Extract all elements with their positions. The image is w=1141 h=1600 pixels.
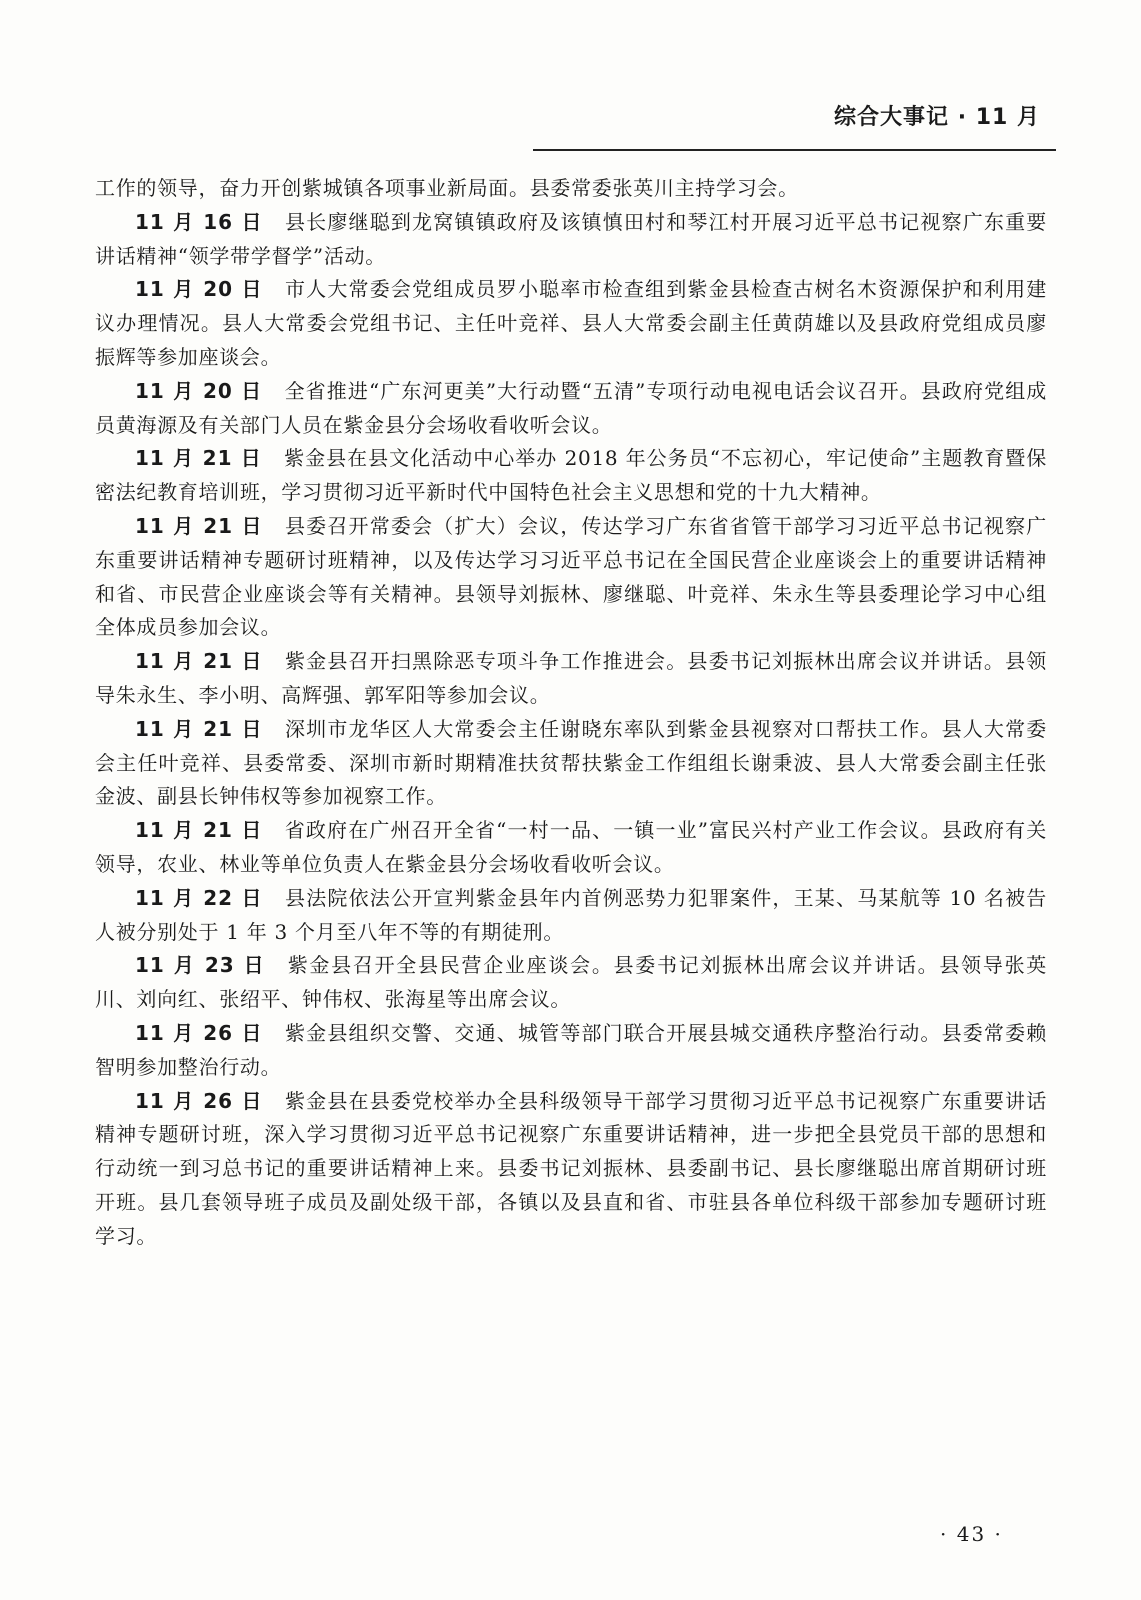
entry-date: 11 月 21 日 xyxy=(135,716,263,741)
entry-text: 省政府在广州召开全省“一村一品、一镇一业”富民兴村产业工作会议。县政府有关领导，农业、林业等单位负责人在紫金县分会场收看收听会议。 xyxy=(95,818,1047,876)
entry-date: 11 月 21 日 xyxy=(135,649,263,674)
chronicle-entry xyxy=(95,713,1047,814)
entry-text: 县长廖继聪到龙窝镇镇政府及该镇慎田村和琴江村开展习近平总书记视察广东重要讲话精神“领学带学督学”活动。 xyxy=(95,209,1047,268)
chronicle-entries xyxy=(95,206,1047,1254)
entry-text: 深圳市龙华区人大常委会主任谢晓东率队到紫金县视察对口帮扶工作。县人大常委会主任叶竞祥、县委常委、深圳市新时期精准扶贫帮扶紫金工作组组长谢秉波、县人大常委会副主任张金波、副县长钟伟权等参加视察工作。 xyxy=(95,716,1047,809)
entry-date: 11 月 26 日 xyxy=(135,1088,263,1113)
entry-text: 紫金县在县文化活动中心举办 2018 年公务员“不忘初心，牢记使命”主题教育暨保密法纪教育培训班，学习贯彻习近平新时代中国特色社会主义思想和党的十九大精神。 xyxy=(95,446,1047,505)
continuation-paragraph: 工作的领导，奋力开创紫城镇各项事业新局面。县委常委张英川主持学习会。 xyxy=(95,176,799,200)
chronicle-entry xyxy=(95,206,1047,274)
entry-date: 11 月 20 日 xyxy=(135,378,263,403)
entry-date: 11 月 21 日 xyxy=(135,818,263,843)
entry-date: 11 月 22 日 xyxy=(135,885,264,910)
entry-text: 紫金县召开扫黑除恶专项斗争工作推进会。县委书记刘振林出席会议并讲话。县领导朱永生、李小明、高辉强、郭军阳等参加会议。 xyxy=(95,649,1047,707)
entry-text: 紫金县组织交警、交通、城管等部门联合开展县城交通秩序整治行动。县委常委赖智明参加整治行动。 xyxy=(95,1020,1047,1079)
entry-text: 市人大常委会党组成员罗小聪率市检查组到紫金县检查古树名木资源保护和利用建议办理情况。县人大常委会党组书记、主任叶竞祥、县人大常委会副主任黄荫雄以及县政府党组成员廖振辉等参加座谈会。 xyxy=(95,277,1047,369)
chronicle-entry xyxy=(95,375,1047,443)
header-rule xyxy=(533,149,1056,151)
chronicle-entry xyxy=(95,949,1047,1017)
entry-date: 11 月 16 日 xyxy=(135,209,263,234)
entry-text: 全省推进“广东河更美”大行动暨“五清”专项行动电视电话会议召开。县政府党组成员黄海源及有关部门人员在紫金县分会场收看收听会议。 xyxy=(95,378,1047,437)
entry-text: 县委召开常委会（扩大）会议，传达学习广东省省管干部学习习近平总书记视察广东重要讲话精神专题研讨班精神，以及传达学习习近平总书记在全国民营企业座谈会上的重要讲话精神和省、市民营企业座谈会等有关精神。县领导刘振林、廖继聪、叶竞祥、朱永生等县委理论学习中心组全体成员参加会议。 xyxy=(95,513,1047,640)
entry-text: 紫金县召开全县民营企业座谈会。县委书记刘振林出席会议并讲话。县领导张英川、刘向红、张绍平、钟伟权、张海星等出席会议。 xyxy=(95,953,1048,1012)
entry-date: 11 月 21 日 xyxy=(135,513,263,538)
chronicle-entry xyxy=(95,814,1047,882)
entry-date: 11 月 23 日 xyxy=(135,953,266,978)
chronicle-entry xyxy=(95,510,1047,645)
chronicle-entry xyxy=(95,645,1047,713)
entry-text: 县法院依法公开宣判紫金县年内首例恶势力犯罪案件，王某、马某航等 10 名被告人被分别处于 1 年 3 个月至八年不等的有期徒刑。 xyxy=(95,885,1047,944)
entry-date: 11 月 20 日 xyxy=(135,277,263,302)
entry-date: 11 月 26 日 xyxy=(135,1020,263,1045)
chronicle-entry xyxy=(95,273,1047,374)
entry-date: 11 月 21 日 xyxy=(135,446,263,471)
page-number: · 43 · xyxy=(940,1522,1003,1546)
page-content xyxy=(95,172,1047,1254)
running-header: 综合大事记 · 11 月 xyxy=(834,105,1040,130)
chronicle-entry xyxy=(95,1017,1047,1085)
chronicle-entry xyxy=(95,1085,1047,1254)
entry-text: 紫金县在县委党校举办全县科级领导干部学习贯彻习近平总书记视察广东重要讲话精神专题研讨班，深入学习贯彻习近平总书记视察广东重要讲话精神，进一步把全县党员干部的思想和行动统一到习总书记的重要讲话精神上来。县委书记刘振林、县委副书记、县长廖继聪出席首期研讨班开班。县几套领导班子成员及副处级干部，各镇以及县直和省、市驻县各单位科级干部参加专题研讨班学习。 xyxy=(95,1088,1047,1248)
chronicle-entry xyxy=(95,442,1047,510)
chronicle-entry xyxy=(95,882,1047,950)
